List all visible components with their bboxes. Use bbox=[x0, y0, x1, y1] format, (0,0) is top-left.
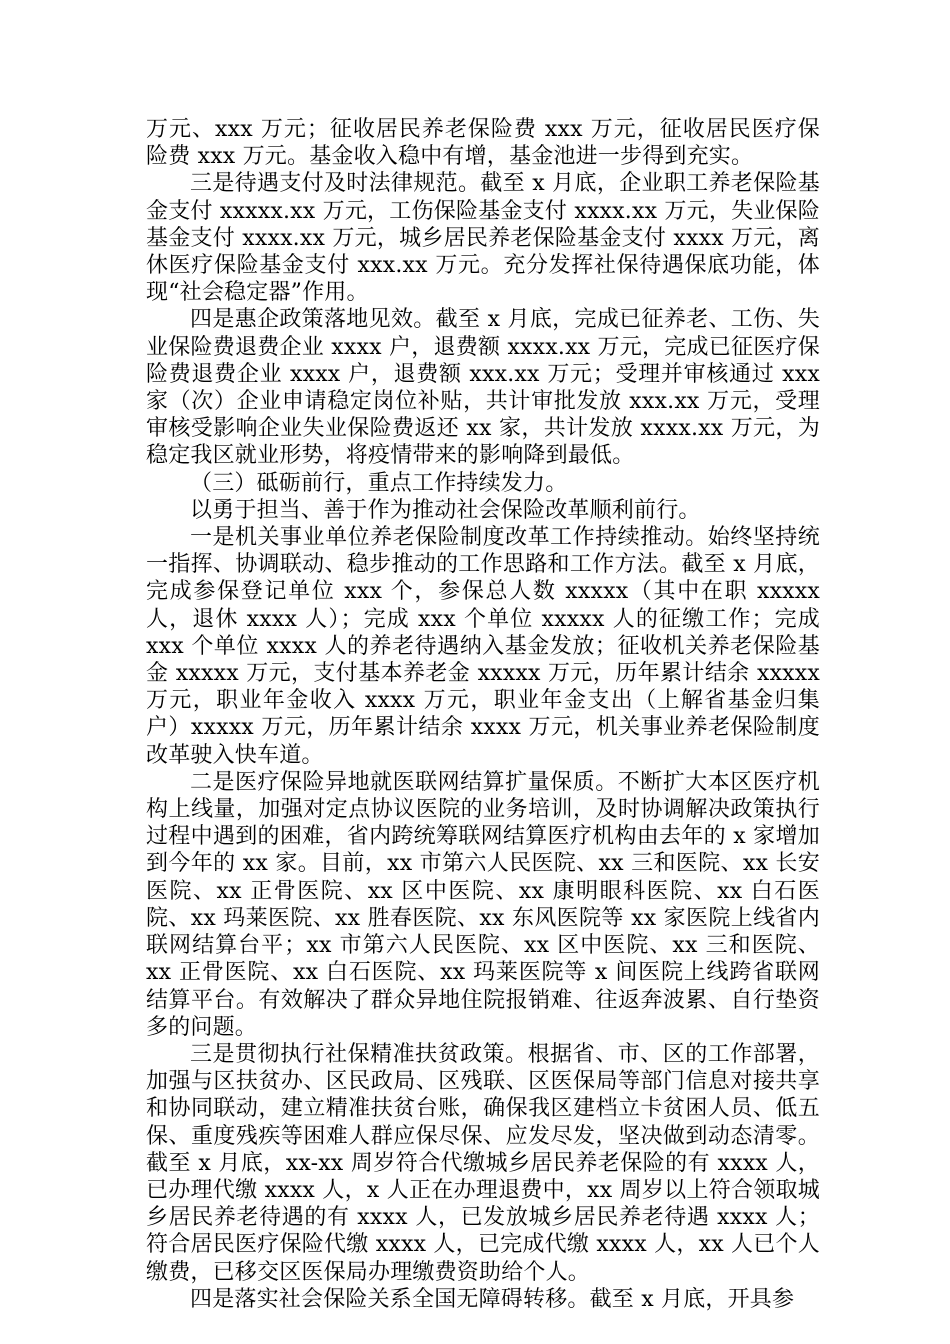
paragraph-poverty-alleviation: 三是贯彻执行社保精准扶贫政策。根据省、市、区的工作部署，加强与区扶贫办、区民政局、区残联、区医保局等部门信息对接共享和协同联动，建立精准扶贫台账，确保我区建档立卡贫困人员、低五保、重度残疾等困难人群应保尽保、应发尽发，坚决做到动态清零。截至 x 月底，xx-xx 周岁符合代缴城乡居民养老保险的有 xxxx 人，已办理代缴 xxxx 人，x 人正在办理退费中，xx 周岁以上符合领取城乡居民养老待遇的有 xxxx 人，已发放城乡居民养老待遇 xxxx 人；符合居民医疗保险代缴 xxxx 人，已完成代缴 xxxx 人，xx 人已个人缴费，已移交区医保局办理缴费资助给个人。 bbox=[146, 1041, 820, 1285]
document-page bbox=[146, 116, 820, 1313]
section-heading-three: （三）砥砺前行，重点工作持续发力。 bbox=[190, 470, 568, 496]
paragraph-enterprise-policy: 四是惠企政策落地见效。截至 x 月底，完成已征养老、工伤、失业保险费退费企业 xxxx 户，退费额 xxxx.xx 万元，完成已征医疗保险费退费企业 xxxx 户，退费额 xxx.xx 万元；受理并审核通过 xxx 家（次）企业申请稳定岗位补贴，共计审批发放 xxx.xx 万元，受理审核受影响企业失业保险费返还 xx 家，共计发放 xxxx.xx 万元，为稳定我区就业形势，将疫情带来的影响降到最低。 bbox=[146, 307, 820, 469]
paragraph-insurance-transfer: 四是落实社会保险关系全国无障碍转移。截至 x 月底，开具参 bbox=[190, 1286, 795, 1312]
paragraph-medical-settlement: 二是医疗保险异地就医联网结算扩量保质。不断扩大本区医疗机构上线量，加强对定点协议医院的业务培训，及时协调解决政策执行过程中遇到的困难，省内跨统筹联网结算医疗机构由去年的 x 家增加到今年的 xx 家。目前，xx 市第六人民医院、xx 三和医院、xx 长安医院、xx 正骨医院、xx 区中医院、xx 康明眼科医院、xx 白石医院、xx 玛莱医院、xx 胜春医院、xx 东风医院等 xx 家医院上线省内联网结算台平；xx 市第六人民医院、xx 区中医院、xx 三和医院、xx 正骨医院、xx 白石医院、xx 玛莱医院等 x 间医院上线跨省联网结算平台。有效解决了群众异地住院报销难、往返奔波累、自行垫资多的问题。 bbox=[146, 769, 820, 1040]
paragraph-reform-intro: 以勇于担当、善于作为推动社会保险改革顺利前行。 bbox=[190, 497, 701, 523]
paragraph-fund-income: 万元、xxx 万元；征收居民养老保险费 xxx 万元，征收居民医疗保险费 xxx 万元。基金收入稳中有增，基金池进一步得到充实。 bbox=[146, 117, 820, 170]
paragraph-pension-reform: 一是机关事业单位养老保险制度改革工作持续推动。始终坚持统一指挥、协调联动、稳步推动的工作思路和工作方法。截至 x 月底，完成参保登记单位 xxx 个，参保总人数 xxxxx（其中在职 xxxxx 人，退休 xxxx 人）；完成 xxx 个单位 xxxxx 人的征缴工作；完成 xxx 个单位 xxxx 人的养老待遇纳入基金发放；征收机关养老保险基金 xxxxx 万元，支付基本养老金 xxxxx 万元，历年累计结余 xxxxx 万元，职业年金收入 xxxx 万元，职业年金支出（上解省基金归集户）xxxxx 万元，历年累计结余 xxxx 万元，机关事业养老保险制度改革驶入快车道。 bbox=[146, 525, 820, 768]
paragraph-benefit-payment: 三是待遇支付及时法律规范。截至 x 月底，企业职工养老保险基金支付 xxxxx.xx 万元，工伤保险基金支付 xxxx.xx 万元，失业保险基金支付 xxxx.xx 万元，城乡居民养老保险基金支付 xxxx 万元，离休医疗保险基金支付 xxx.xx 万元。充分发挥社保待遇保底功能，体现“社会稳定器”作用。 bbox=[146, 171, 820, 306]
